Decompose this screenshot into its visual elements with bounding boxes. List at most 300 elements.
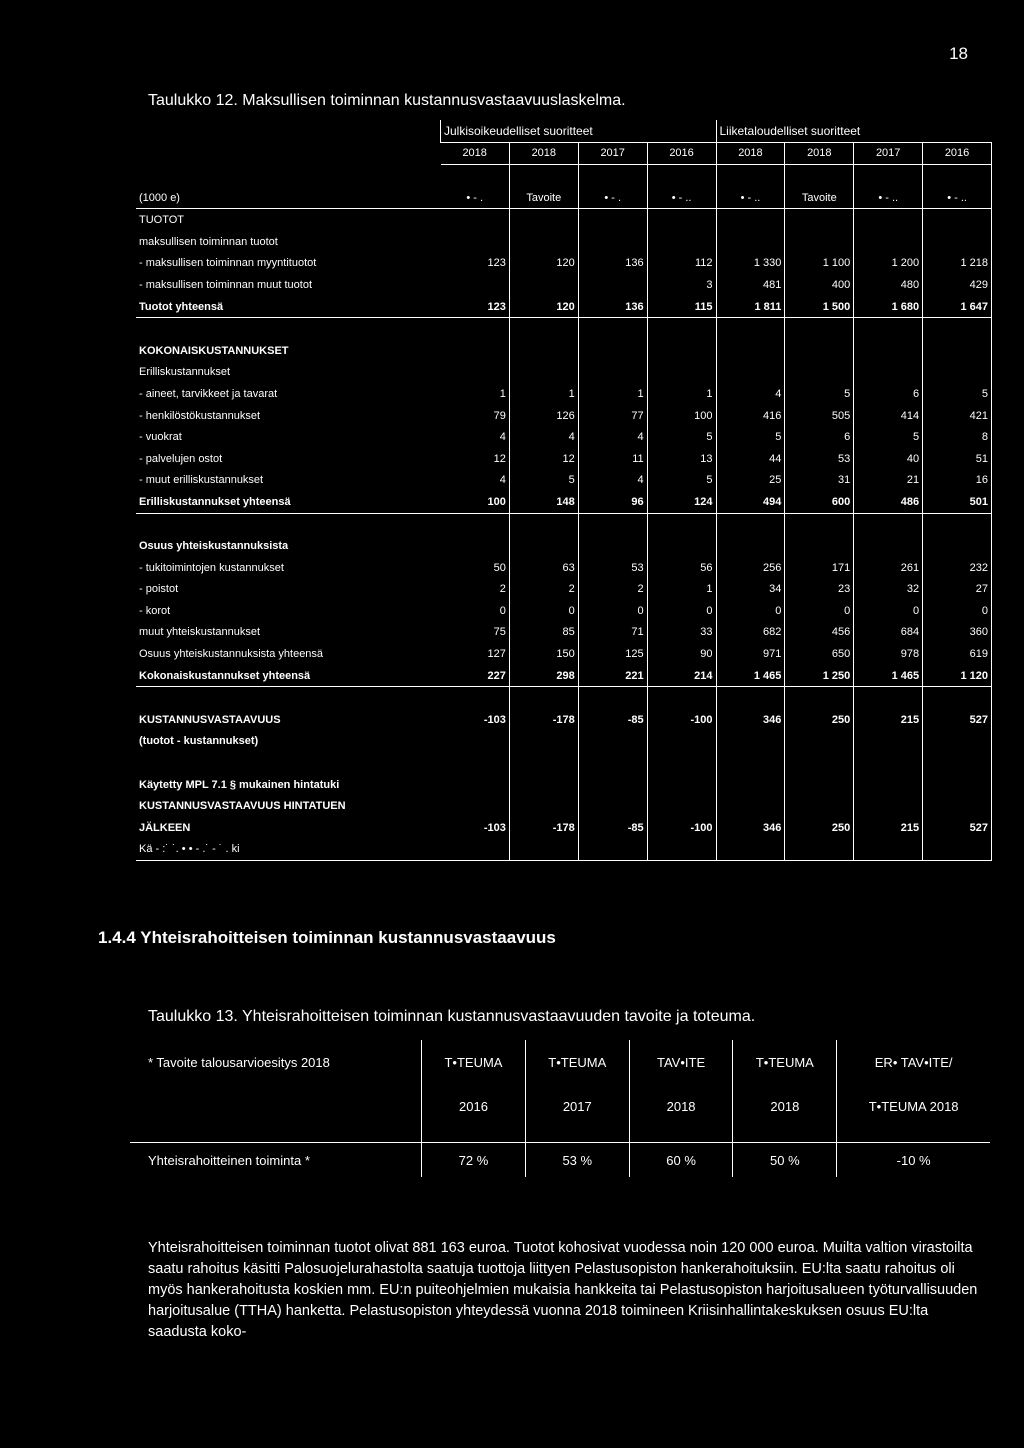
row-label: Osuus yhteiskustannuksista yhteensä xyxy=(139,648,324,661)
table-row xyxy=(136,709,992,731)
cell-value xyxy=(578,731,647,753)
col-year: 2018 xyxy=(733,1084,837,1128)
row-label: Käytetty MPL 7.1 § mukainen hintatuki xyxy=(139,778,340,791)
cell-value: 4 xyxy=(578,470,647,492)
cell-value xyxy=(578,839,647,861)
cell-value: 2 xyxy=(441,578,510,600)
cell-value: 33 xyxy=(647,622,716,644)
cell-value xyxy=(647,231,716,253)
cell-value: 1 120 xyxy=(923,665,992,687)
cell-value xyxy=(785,752,854,774)
column-subheader: Tavoite xyxy=(785,187,854,209)
cell-value xyxy=(785,209,854,231)
cell-value: 232 xyxy=(923,557,992,579)
cell-value: 50 xyxy=(441,557,510,579)
cell-value xyxy=(923,209,992,231)
table-row xyxy=(136,362,992,384)
cell-value xyxy=(509,535,578,557)
col-year: 2018 xyxy=(629,1084,733,1128)
cell-value: 115 xyxy=(647,296,716,318)
cell-value: 12 xyxy=(509,448,578,470)
cell-value xyxy=(647,340,716,362)
row-label: Tuotot yhteensä xyxy=(136,296,441,318)
cell-value: 421 xyxy=(923,405,992,427)
table-row xyxy=(136,448,992,470)
cell-value: 31 xyxy=(785,470,854,492)
cell-value: 215 xyxy=(854,817,923,839)
cell-value: 429 xyxy=(923,274,992,296)
cell-value: 0 xyxy=(785,600,854,622)
row-label: - tukitoimintojen kustannukset xyxy=(139,561,284,574)
row-label xyxy=(136,513,441,535)
row-label: - henkilöstökustannukset xyxy=(139,409,261,422)
row-label: Kokonaiskustannukset yhteensä xyxy=(136,665,441,687)
cell-value: 13 xyxy=(647,448,716,470)
cell-value xyxy=(509,318,578,340)
section-title: 1.4.4 Yhteisrahoitteisen toiminnan kustannusvastaavuus xyxy=(98,928,556,947)
col-head: ER• TAV•ITE/ xyxy=(837,1040,990,1084)
cell-value: 63 xyxy=(509,557,578,579)
cell-value: 136 xyxy=(578,253,647,275)
cell-value: 215 xyxy=(854,709,923,731)
cell-value: 1 465 xyxy=(854,665,923,687)
cell-value: 100 xyxy=(441,491,510,513)
cell-value xyxy=(785,231,854,253)
col-year: 2017 xyxy=(525,1084,629,1128)
cell-value xyxy=(716,513,785,535)
cell-value: 1 250 xyxy=(785,665,854,687)
row-label: - maksullisen toiminnan muut tuotot xyxy=(139,278,313,291)
row-label xyxy=(136,687,441,709)
cell-value xyxy=(441,209,510,231)
cell-value xyxy=(716,318,785,340)
cell-value xyxy=(716,731,785,753)
cell-value: 978 xyxy=(854,643,923,665)
cell-value: 684 xyxy=(854,622,923,644)
cell-value: 1 218 xyxy=(923,253,992,275)
cell-value xyxy=(785,774,854,796)
cell-value: 5 xyxy=(923,383,992,405)
row-label xyxy=(136,752,441,774)
cell-value: 79 xyxy=(441,405,510,427)
cell-value xyxy=(923,687,992,709)
cell-value: 148 xyxy=(509,491,578,513)
table-row xyxy=(136,622,992,644)
cell-value: 0 xyxy=(647,600,716,622)
cell-value: 12 xyxy=(441,448,510,470)
cell-value xyxy=(647,362,716,384)
row-label: - vuokrat xyxy=(139,431,182,444)
cell-value xyxy=(578,687,647,709)
year-header: 2016 xyxy=(647,142,716,165)
cell-value xyxy=(854,318,923,340)
cell-value: 71 xyxy=(578,622,647,644)
cell-value: 40 xyxy=(854,448,923,470)
target-table xyxy=(130,1040,990,1177)
cell-value: -100 xyxy=(647,709,716,731)
cell-value: 527 xyxy=(923,709,992,731)
cell-value xyxy=(716,231,785,253)
cell-value: 100 xyxy=(647,405,716,427)
cell-value xyxy=(647,731,716,753)
row-value: 60 % xyxy=(629,1143,733,1178)
row-label: - korot xyxy=(139,604,171,617)
cell-value: 501 xyxy=(923,491,992,513)
cell-value xyxy=(509,795,578,817)
cell-value xyxy=(509,774,578,796)
table-row xyxy=(136,687,992,709)
col-head: T•TEUMA xyxy=(525,1040,629,1084)
cell-value: 4 xyxy=(716,383,785,405)
cell-value: 650 xyxy=(785,643,854,665)
cell-value: 682 xyxy=(716,622,785,644)
cell-value: 214 xyxy=(647,665,716,687)
cell-value xyxy=(923,318,992,340)
table-row xyxy=(136,731,992,753)
row-label: Yhteisrahoitteinen toiminta * xyxy=(130,1143,422,1178)
row-label: JÄLKEEN xyxy=(139,821,191,834)
cell-value: 90 xyxy=(647,643,716,665)
cell-value: 5 xyxy=(509,470,578,492)
col-year: T•TEUMA 2018 xyxy=(837,1084,990,1128)
row-label: KUSTANNUSVASTAAVUUS xyxy=(139,713,281,726)
cell-value xyxy=(785,839,854,861)
cell-value xyxy=(785,362,854,384)
cell-value: 1 811 xyxy=(716,296,785,318)
cell-value: 1 680 xyxy=(854,296,923,318)
cell-value: 5 xyxy=(716,426,785,448)
cell-value: 1 xyxy=(647,578,716,600)
cell-value xyxy=(578,362,647,384)
column-subheader: • - . xyxy=(578,187,647,209)
cell-value: 16 xyxy=(923,470,992,492)
table-row xyxy=(136,491,992,513)
cell-value xyxy=(785,687,854,709)
body-paragraph: Yhteisrahoitteisen toiminnan tuotot olivat 881 163 euroa. Tuotot kohosivat vuodessa noin 120 000 euroa. Muilta valtion virastoilta saatu rahoitus käsitti Palosuojelurahastolta saatuja tuottoja liittyen Pelastusopiston hankerahoituksiin. EU:lta saatu rahoitus oli myös hankerahoitusta koskien mm. EU:n puiteohjelmien mukaisia hankkeita tai Pelastusopiston harjoitusalueen työturvallisuuden harjoitusalue (TTHA) hanketta. Pelastusopiston yhteydessä vuonna 2018 toimineen Kriisinhallintakeskuksen osuus EU:lta saadusta koko- xyxy=(148,1240,978,1340)
cell-value: 494 xyxy=(716,491,785,513)
table-row xyxy=(136,426,992,448)
cell-value: 32 xyxy=(854,578,923,600)
cell-value xyxy=(785,513,854,535)
group-business: Liiketaloudelliset suoritteet xyxy=(716,120,992,142)
cell-value: 480 xyxy=(854,274,923,296)
cell-value xyxy=(647,535,716,557)
cell-value: 1 500 xyxy=(785,296,854,318)
cell-value: 44 xyxy=(716,448,785,470)
cell-value: 5 xyxy=(647,470,716,492)
year-header: 2016 xyxy=(923,142,992,165)
cell-value: 77 xyxy=(578,405,647,427)
cell-value xyxy=(923,774,992,796)
cell-value xyxy=(716,795,785,817)
cell-value: 25 xyxy=(716,470,785,492)
cell-value xyxy=(854,362,923,384)
table-row xyxy=(136,209,992,231)
cell-value: 0 xyxy=(441,600,510,622)
cell-value: 0 xyxy=(578,600,647,622)
cell-value: 250 xyxy=(785,709,854,731)
table-row xyxy=(136,296,992,318)
cell-value xyxy=(441,274,510,296)
cell-value: 4 xyxy=(441,426,510,448)
cell-value: 127 xyxy=(441,643,510,665)
cell-value: 360 xyxy=(923,622,992,644)
table-row xyxy=(136,535,992,557)
table-row xyxy=(136,383,992,405)
cell-value: 1 xyxy=(647,383,716,405)
cell-value: 0 xyxy=(923,600,992,622)
cell-value xyxy=(578,752,647,774)
cell-value: 171 xyxy=(785,557,854,579)
cell-value xyxy=(509,687,578,709)
cell-value xyxy=(509,839,578,861)
row-label: - maksullisen toiminnan myyntituotot xyxy=(139,257,317,270)
cell-value xyxy=(647,752,716,774)
table-row xyxy=(136,231,992,253)
column-subheader: • - .. xyxy=(647,187,716,209)
cell-value: 53 xyxy=(578,557,647,579)
cell-value: 4 xyxy=(578,426,647,448)
cell-value xyxy=(647,513,716,535)
cell-value xyxy=(854,774,923,796)
cell-value: 2 xyxy=(578,578,647,600)
cell-value xyxy=(509,362,578,384)
cell-value: 456 xyxy=(785,622,854,644)
cell-value: 21 xyxy=(854,470,923,492)
cell-value: 0 xyxy=(854,600,923,622)
row-label: Osuus yhteiskustannuksista xyxy=(139,540,289,553)
cell-value xyxy=(441,513,510,535)
cell-value xyxy=(578,274,647,296)
cell-value xyxy=(854,731,923,753)
table-row xyxy=(136,557,992,579)
year-header: 2018 xyxy=(509,142,578,165)
cell-value xyxy=(578,209,647,231)
cell-value xyxy=(785,340,854,362)
cell-value: 6 xyxy=(785,426,854,448)
column-subheader: • - .. xyxy=(923,187,992,209)
cell-value: 120 xyxy=(509,253,578,275)
table-row xyxy=(136,405,992,427)
year-header: 2017 xyxy=(578,142,647,165)
cell-value xyxy=(578,795,647,817)
table-row xyxy=(136,274,992,296)
row-label: - muut erilliskustannukset xyxy=(139,474,264,487)
cell-value: 75 xyxy=(441,622,510,644)
cell-value xyxy=(785,795,854,817)
table-row xyxy=(136,578,992,600)
cell-value: 486 xyxy=(854,491,923,513)
cell-value: 481 xyxy=(716,274,785,296)
cell-value: 85 xyxy=(509,622,578,644)
row-label: KOKONAISKUSTANNUKSET xyxy=(139,344,289,357)
cell-value xyxy=(716,340,785,362)
cell-value xyxy=(647,774,716,796)
cell-value: 400 xyxy=(785,274,854,296)
cell-value xyxy=(441,839,510,861)
cell-value: 221 xyxy=(578,665,647,687)
cell-value: 298 xyxy=(509,665,578,687)
cell-value xyxy=(785,318,854,340)
table-row xyxy=(136,839,992,861)
cell-value xyxy=(441,362,510,384)
cell-value xyxy=(441,774,510,796)
cell-value xyxy=(923,362,992,384)
cell-value: -103 xyxy=(441,709,510,731)
row-label: Erilliskustannukset xyxy=(139,366,231,379)
col-head: T•TEUMA xyxy=(733,1040,837,1084)
cell-value xyxy=(923,731,992,753)
table-row xyxy=(136,470,992,492)
cell-value: 600 xyxy=(785,491,854,513)
cell-value: 124 xyxy=(647,491,716,513)
cell-value: 51 xyxy=(923,448,992,470)
cell-value xyxy=(578,340,647,362)
cell-value: -178 xyxy=(509,709,578,731)
row-value: 53 % xyxy=(525,1143,629,1178)
cell-value: 1 xyxy=(578,383,647,405)
cell-value xyxy=(785,731,854,753)
cell-value: 8 xyxy=(923,426,992,448)
cell-value xyxy=(441,535,510,557)
table-row xyxy=(136,817,992,839)
cell-value: 2 xyxy=(509,578,578,600)
cell-value: 23 xyxy=(785,578,854,600)
cell-value: 619 xyxy=(923,643,992,665)
column-subheader: • - .. xyxy=(854,187,923,209)
cell-value xyxy=(441,687,510,709)
cell-value xyxy=(441,340,510,362)
cell-value: 527 xyxy=(923,817,992,839)
year-header: 2018 xyxy=(441,142,510,165)
cell-value xyxy=(441,231,510,253)
cell-value xyxy=(509,513,578,535)
cell-value: 1 465 xyxy=(716,665,785,687)
cell-value: -100 xyxy=(647,817,716,839)
cell-value xyxy=(578,231,647,253)
cell-value: 346 xyxy=(716,709,785,731)
row-label: KUSTANNUSVASTAAVUUS HINTATUEN xyxy=(139,800,346,813)
cell-value: 346 xyxy=(716,817,785,839)
cell-value: 1 330 xyxy=(716,253,785,275)
cell-value: 125 xyxy=(578,643,647,665)
row-label: - poistot xyxy=(139,583,179,596)
cell-value xyxy=(716,362,785,384)
cell-value: -178 xyxy=(509,817,578,839)
row-label xyxy=(136,318,441,340)
cell-value xyxy=(854,687,923,709)
cell-value xyxy=(441,731,510,753)
cell-value: 34 xyxy=(716,578,785,600)
cell-value: 53 xyxy=(785,448,854,470)
row-value: -10 % xyxy=(837,1143,990,1178)
cell-value: 256 xyxy=(716,557,785,579)
cost-table xyxy=(136,120,992,861)
table-row xyxy=(136,643,992,665)
cell-value: 123 xyxy=(441,253,510,275)
cell-value xyxy=(716,774,785,796)
table-row xyxy=(136,774,992,796)
cell-value: 250 xyxy=(785,817,854,839)
table-row xyxy=(136,513,992,535)
cell-value xyxy=(923,752,992,774)
cell-value: -103 xyxy=(441,817,510,839)
cell-value xyxy=(509,731,578,753)
cell-value: 126 xyxy=(509,405,578,427)
cell-value xyxy=(854,513,923,535)
cell-value: 227 xyxy=(441,665,510,687)
cell-value: 1 647 xyxy=(923,296,992,318)
cell-value xyxy=(716,209,785,231)
row-label: maksullisen toiminnan tuotot xyxy=(139,235,278,248)
cell-value xyxy=(647,209,716,231)
cell-value: 150 xyxy=(509,643,578,665)
row-label: TUOTOT xyxy=(139,214,185,227)
table-row xyxy=(136,600,992,622)
cell-value xyxy=(578,513,647,535)
cell-value xyxy=(923,795,992,817)
year-header: 2018 xyxy=(716,142,785,165)
cell-value: 261 xyxy=(854,557,923,579)
cell-value xyxy=(923,340,992,362)
cell-value: 1 xyxy=(441,383,510,405)
cell-value: -85 xyxy=(578,817,647,839)
row-label: Erilliskustannukset yhteensä xyxy=(136,491,441,513)
cell-value xyxy=(716,752,785,774)
cell-value: 416 xyxy=(716,405,785,427)
cell-value: -85 xyxy=(578,709,647,731)
cell-value xyxy=(441,795,510,817)
cell-value: 971 xyxy=(716,643,785,665)
cell-value xyxy=(716,839,785,861)
cell-value xyxy=(854,535,923,557)
cell-value: 6 xyxy=(854,383,923,405)
cell-value: 414 xyxy=(854,405,923,427)
cell-value: 123 xyxy=(441,296,510,318)
cell-value: 136 xyxy=(578,296,647,318)
cell-value xyxy=(854,795,923,817)
cell-value: 3 xyxy=(647,274,716,296)
cell-value: 1 xyxy=(509,383,578,405)
cell-value: 5 xyxy=(854,426,923,448)
cell-value xyxy=(647,839,716,861)
unit-label: (1000 e) xyxy=(136,187,441,209)
cell-value xyxy=(923,231,992,253)
cell-value: 1 200 xyxy=(854,253,923,275)
table-row xyxy=(136,253,992,275)
cell-value: 4 xyxy=(509,426,578,448)
cell-value xyxy=(923,513,992,535)
cell-value xyxy=(509,274,578,296)
cell-value: 505 xyxy=(785,405,854,427)
cell-value: 5 xyxy=(647,426,716,448)
cell-value xyxy=(854,231,923,253)
cell-value xyxy=(509,209,578,231)
table-row xyxy=(136,752,992,774)
row-value: 50 % xyxy=(733,1143,837,1178)
cell-value xyxy=(441,752,510,774)
cell-value xyxy=(854,752,923,774)
table12-caption: Taulukko 12. Maksullisen toiminnan kustannusvastaavuuslaskelma. xyxy=(148,92,626,109)
year-header: 2018 xyxy=(785,142,854,165)
table13-caption: Taulukko 13. Yhteisrahoitteisen toiminnan kustannusvastaavuuden tavoite ja toteuma. xyxy=(148,1008,756,1025)
row-label: Kä - :˙ ˙. • • - .˙ - ˙ . ki xyxy=(136,839,441,861)
cell-value xyxy=(854,209,923,231)
cell-value xyxy=(509,231,578,253)
cell-value: 1 100 xyxy=(785,253,854,275)
cell-value: 5 xyxy=(785,383,854,405)
col-year: 2016 xyxy=(422,1084,526,1128)
